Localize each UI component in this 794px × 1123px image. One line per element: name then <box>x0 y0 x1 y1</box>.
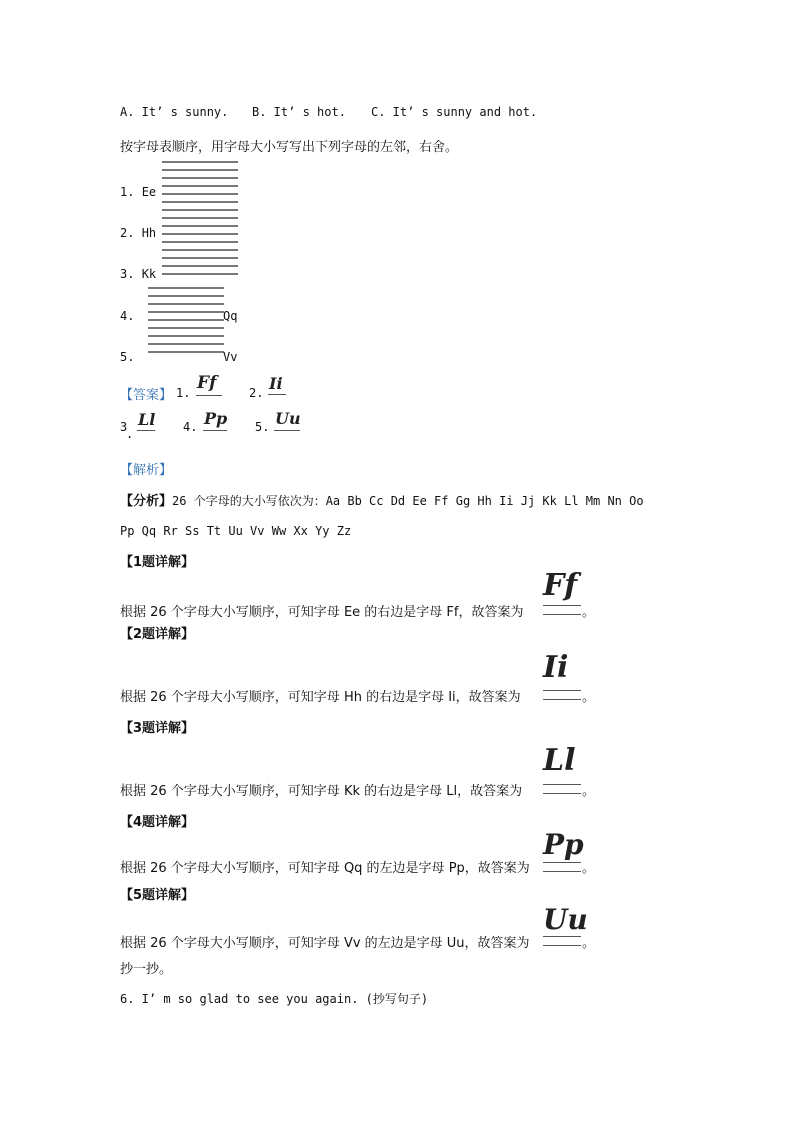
answer-4-glyph: Pp <box>204 409 228 428</box>
detail-1-end: 。 <box>582 605 596 620</box>
question-letter: Ee <box>141 185 157 199</box>
detail-5-glyph: Uu <box>543 903 588 936</box>
question-letter: Hh <box>141 226 157 240</box>
question-3 <box>120 267 156 281</box>
detail-5-end: 。 <box>582 936 596 951</box>
answer-3-glyph: Ll <box>138 410 156 429</box>
question-4-letter: Qq <box>223 309 238 323</box>
question-number: 2. <box>120 226 135 240</box>
writing-lines-lower <box>148 287 224 359</box>
question-6: 6. I’ m so glad to see you again. (抄写句子) <box>120 992 429 1006</box>
detail-2-end: 。 <box>582 690 596 705</box>
detail-1-glyph: Ff <box>543 568 578 603</box>
option-a: A. It’ s sunny. <box>120 105 229 119</box>
detail-2-glyph: Ii <box>543 650 569 685</box>
analysis-label: 【解析】 <box>120 463 173 478</box>
detail-4-text: 根据 26 个字母大小写顺序，可知字母 Qq 的左边是字母 Pp，故答案为 <box>120 861 530 876</box>
question-number: 3. <box>120 267 135 281</box>
detail-1-text: 根据 26 个字母大小写顺序，可知字母 Ee 的右边是字母 Ff，故答案为 <box>120 605 524 620</box>
answer-5-number: 5. <box>255 420 270 434</box>
answer-4-number: 4. <box>183 420 198 434</box>
copy-section-title: 抄一抄。 <box>120 962 173 977</box>
answer-trail-dot: . <box>126 427 134 441</box>
fenxi-text-1: 26 个字母的大小写依次为：Aa Bb Cc Dd Ee Ff Gg Hh Ii Jj Kk Ll Mm Nn Oo <box>172 494 644 508</box>
answer-3-number: 3 <box>120 420 128 434</box>
writing-lines-upper <box>162 161 238 281</box>
answer-5-glyph: Uu <box>275 409 301 428</box>
fenxi-line-1 <box>120 490 644 509</box>
detail-2-text: 根据 26 个字母大小写顺序，可知字母 Hh 的右边是字母 Ii，故答案为 <box>120 690 521 705</box>
answer-1-number: 1. <box>176 386 191 400</box>
question-5-number: 5. <box>120 350 135 364</box>
question-5-letter: Vv <box>223 350 238 364</box>
question-number: 1. <box>120 185 135 199</box>
detail-5-text: 根据 26 个字母大小写顺序，可知字母 Vv 的左边是字母 Uu，故答案为 <box>120 936 530 951</box>
detail-3-title: 【3题详解】 <box>120 721 195 736</box>
detail-4-title: 【4题详解】 <box>120 815 195 830</box>
detail-1-title: 【1题详解】 <box>120 555 195 570</box>
question-letter: Kk <box>141 267 157 281</box>
instruction: 按字母表顺序，用字母大小写写出下列字母的左邻，右舍。 <box>120 140 459 155</box>
question-1 <box>120 185 156 199</box>
question-2 <box>120 226 156 240</box>
option-b: B. It’ s hot. <box>252 105 346 119</box>
question-4-number: 4. <box>120 309 135 323</box>
fenxi-text-2: Pp Qq Rr Ss Tt Uu Vv Ww Xx Yy Zz <box>120 524 352 538</box>
answer-label: 【答案】 <box>120 388 173 403</box>
detail-2-title: 【2题详解】 <box>120 627 195 642</box>
detail-4-end: 。 <box>582 861 596 876</box>
answer-1-glyph: Ff <box>197 373 217 393</box>
answer-2-number: 2. <box>249 386 264 400</box>
detail-3-glyph: Ll <box>543 743 576 778</box>
detail-3-end: 。 <box>582 784 596 799</box>
detail-5-title: 【5题详解】 <box>120 888 195 903</box>
fenxi-label: 【分析】 <box>120 494 173 509</box>
detail-3-text: 根据 26 个字母大小写顺序，可知字母 Kk 的右边是字母 Ll，故答案为 <box>120 784 523 799</box>
answer-2-glyph: Ii <box>269 374 283 393</box>
detail-4-glyph: Pp <box>543 828 584 861</box>
option-c: C. It’ s sunny and hot. <box>371 105 538 119</box>
